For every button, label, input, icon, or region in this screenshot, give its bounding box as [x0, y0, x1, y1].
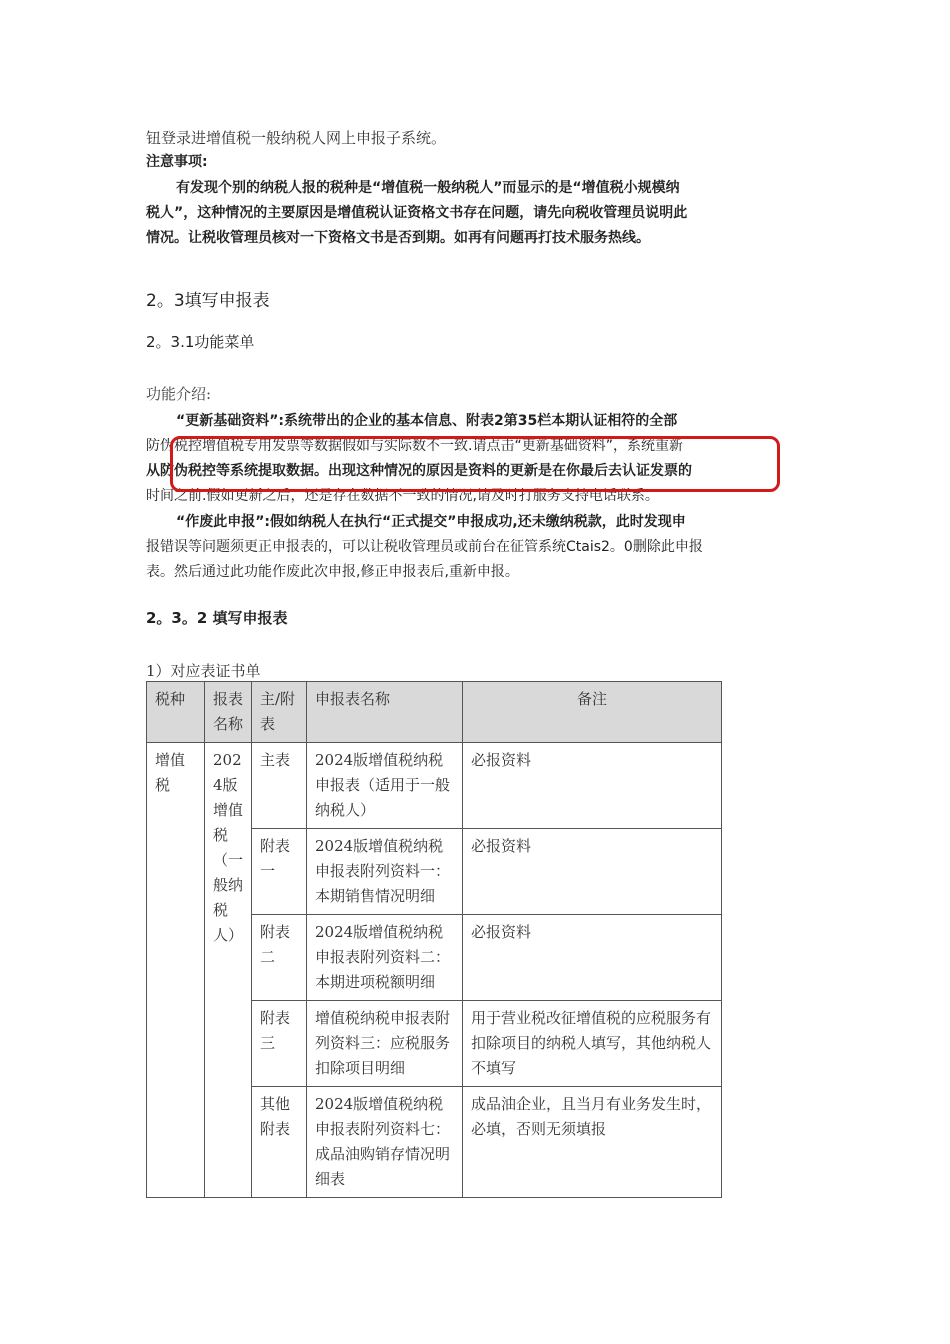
cell-kind: 主表 [252, 743, 307, 829]
section-heading-2-3-1: 2。3.1功能菜单 [146, 333, 255, 351]
cell-kind: 附表三 [252, 1001, 307, 1087]
cell-kind: 其他附表 [252, 1087, 307, 1198]
cell-form-name: 2024版增值税纳税申报表（适用于一般纳税人） [307, 743, 463, 829]
cell-note: 用于营业税改征增值税的应税服务有扣除项目的纳税人填写，其他纳税人不填写 [463, 1001, 722, 1087]
cell-form-name: 2024版增值税纳税申报表附列资料二：本期进项税额明细 [307, 915, 463, 1001]
section-heading-2-3-2: 2。3。2 填写申报表 [146, 609, 288, 627]
notice-line-2: 税人”，这种情况的主要原因是增值税认证资格文书存在问题，请先向税收管理员说明此 [146, 205, 688, 221]
func-intro-label: 功能介绍: [146, 385, 212, 403]
void-para-line-2: 报错误等问题须更正申报表的，可以让税收管理员或前台在征管系统Ctais2。0删除此申报 [146, 539, 703, 555]
cell-form-name: 2024版增值税纳税申报表附列资料七：成品油购销存情况明细表 [307, 1087, 463, 1198]
header-main-sub: 主/附表 [252, 682, 307, 743]
cell-kind: 附表一 [252, 829, 307, 915]
void-para-line-3: 表。然后通过此功能作废此次申报,修正申报表后,重新申报。 [146, 564, 519, 580]
update-para-line-3: 从防伪税控等系统提取数据。出现这种情况的原因是资料的更新是在你最后去认证发票的 [146, 463, 692, 479]
cell-form-name: 2024版增值税纳税申报表附列资料一：本期销售情况明细 [307, 829, 463, 915]
table-caption: 1）对应表证书单 [146, 662, 261, 680]
notice-title: 注意事项: [146, 154, 208, 170]
header-form-name: 申报表名称 [307, 682, 463, 743]
cell-note: 必报资料 [463, 829, 722, 915]
notice-line-1: 有发现个别的纳税人报的税种是“增值税一般纳税人”而显示的是“增值税小规模纳 [176, 180, 680, 196]
highlight-box [170, 436, 780, 492]
update-para-line-4: 时间之前.假如更新之后，还是存在数据不一致的情况,请及时打服务支持电话联系。 [146, 488, 659, 504]
cell-note: 必报资料 [463, 743, 722, 829]
intro-line: 钮登录进增值税一般纳税人网上申报子系统。 [146, 129, 447, 147]
notice-line-3: 情况。让税收管理员核对一下资格文书是否到期。如再有问题再打技术服务热线。 [146, 230, 650, 246]
header-report-name: 报表名称 [205, 682, 252, 743]
section-heading-2-3: 2。3填写申报表 [146, 291, 270, 311]
table-row [147, 743, 722, 829]
cell-tax-type: 增值税 [147, 743, 205, 1198]
table-header-row [147, 682, 722, 743]
update-para-line-1: “更新基础资料”:系统带出的企业的基本信息、附表2第35栏本期认证相符的全部 [176, 413, 678, 429]
cell-form-name: 增值税纳税申报表附列资料三：应税服务扣除项目明细 [307, 1001, 463, 1087]
header-note: 备注 [463, 682, 722, 743]
header-tax-type: 税种 [147, 682, 205, 743]
cell-note: 成品油企业，且当月有业务发生时，必填，否则无须填报 [463, 1087, 722, 1198]
cell-report-name: 2024版增值税（一般纳税人） [205, 743, 252, 1198]
update-para-line-2: 防伪税控增值税专用发票等数据假如与实际数不一致.请点击“更新基础资料”，系统重新 [146, 438, 683, 454]
void-para-line-1: “作废此申报”:假如纳税人在执行“正式提交”申报成功,还未缴纳税款，此时发现申 [176, 514, 686, 530]
declaration-table [146, 681, 722, 1198]
cell-kind: 附表二 [252, 915, 307, 1001]
cell-note: 必报资料 [463, 915, 722, 1001]
